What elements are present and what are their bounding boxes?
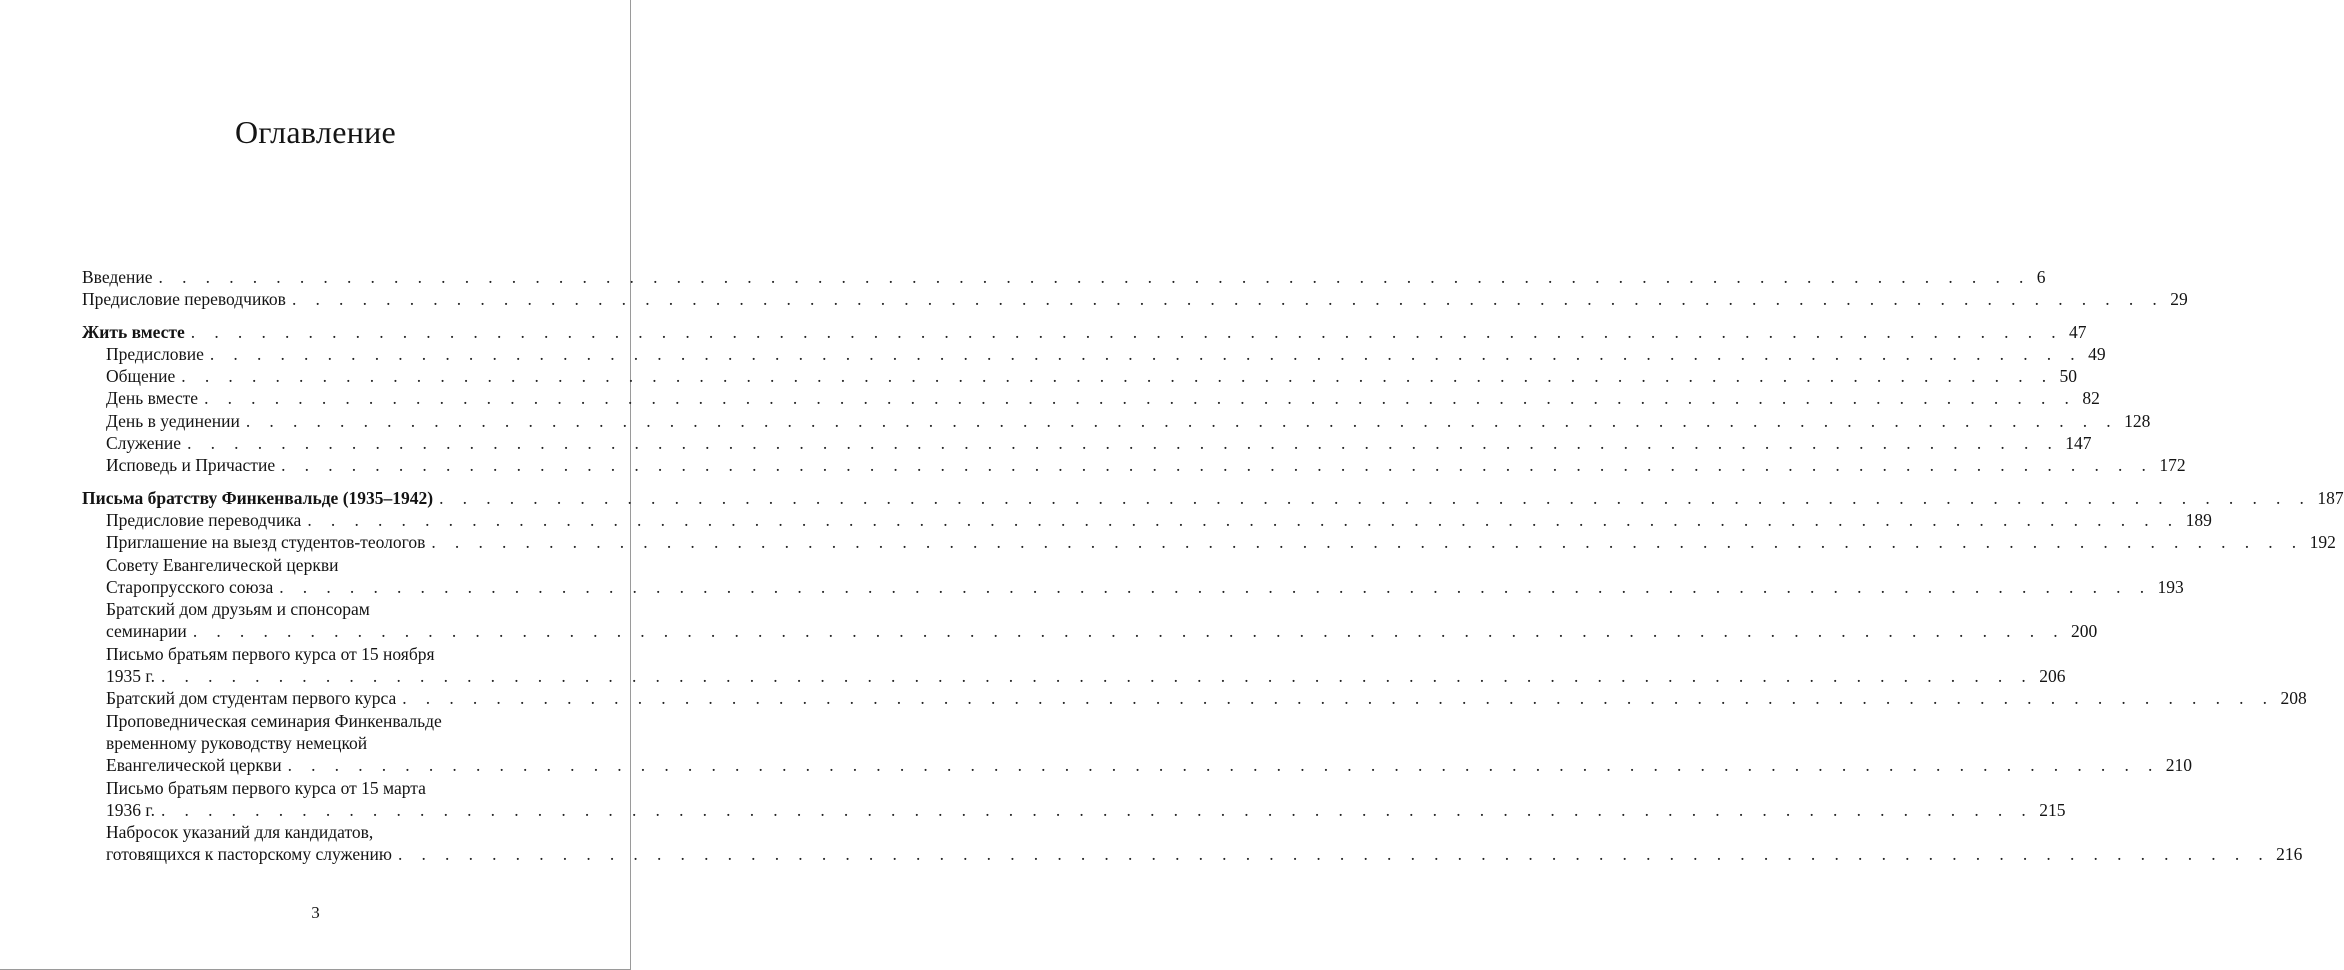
- toc-page-number: 50: [2059, 366, 2078, 387]
- toc-entry-title: семинарии: [106, 621, 187, 642]
- toc-entry: [82, 643, 2066, 688]
- dot-leader: . . . . . . . . . . . . . . . . . . . . . . . . . . . . . . . . . . . . . . . . . . . . . . . . . . . . . . . . . . . . . . . . . . . . . . . . . . . . . . . .: [160, 666, 2034, 687]
- toc-page-number: 208: [2280, 688, 2307, 709]
- toc-entry-line: [82, 288, 2188, 310]
- dot-leader: . . . . . . . . . . . . . . . . . . . . . . . . . . . . . . . . . . . . . . . . . . . . . . . . . . . . . . . . . . . . . . . . . . . . . . . . . . . . . . . .: [192, 621, 2066, 642]
- toc-entry-line: [106, 598, 549, 620]
- toc-entry: [82, 710, 2193, 777]
- dot-leader: . . . . . . . . . . . . . . . . . . . . . . . . . . . . . . . . . . . . . . . . . . . . . . . . . . . . . . . . . . . . . . . . . . . . . . . . . . . . . . . .: [209, 343, 2083, 364]
- toc-page-number: 128: [2124, 410, 2151, 431]
- toc-section-entry: [82, 321, 2087, 343]
- toc-page-number: 206: [2039, 666, 2066, 687]
- toc-entry: [82, 454, 2186, 476]
- toc-page-number: 210: [2165, 755, 2193, 776]
- dot-leader: . . . . . . . . . . . . . . . . . . . . . . . . . . . . . . . . . . . . . . . . . . . . . . . . . . . . . . . . . . . . . . . . . . . . . . . . . . . . . . . .: [281, 455, 2154, 476]
- toc-entry-title: Братский дом друзьям и спонсорам: [106, 599, 370, 620]
- toc-entry-line: [106, 531, 2336, 553]
- dot-leader: . . . . . . . . . . . . . . . . . . . . . . . . . . . . . . . . . . . . . . . . . . . . . . . . . . . . . . . . . . . . . . . . . . . . . . . . . . . . . . . .: [158, 267, 2031, 287]
- toc-entry: [82, 821, 2303, 866]
- toc-entry-title: Служение: [106, 433, 182, 454]
- dot-leader: . . . . . . . . . . . . . . . . . . . . . . . . . . . . . . . . . . . . . . . . . . . . . . . . . . . . . . . . . . . . . . . . . . . . . . . . . . . . . . . .: [190, 321, 2064, 342]
- toc-entry: [82, 387, 2100, 409]
- toc-entry-line: [106, 710, 549, 732]
- dot-leader: . . . . . . . . . . . . . . . . . . . . . . . . . . . . . . . . . . . . . . . . . . . . . . . . . . . . . . . . . . . . . . . . . . . . . . . . . . . . . . . .: [397, 844, 2271, 865]
- toc-entry-title: Письмо братьям первого курса от 15 марта: [106, 777, 426, 798]
- toc-page-number: 172: [2159, 455, 2186, 476]
- toc-entry-title: Братский дом студентам первого курса: [106, 688, 397, 709]
- toc-entry-line: [106, 454, 2186, 476]
- toc-entry-title: Исповедь и Причастие: [106, 455, 276, 476]
- toc-entry: [82, 432, 2092, 454]
- toc-page-number: 147: [2065, 433, 2092, 454]
- toc-entry-title: Письмо братьям первого курса от 15 ноября: [106, 643, 435, 664]
- dot-leader: . . . . . . . . . . . . . . . . . . . . . . . . . . . . . . . . . . . . . . . . . . . . . . . . . . . . . . . . . . . . . . . . . . . . . . . . . . . . . . . .: [439, 487, 2312, 508]
- toc-page-number: 216: [2276, 844, 2303, 865]
- toc-entry-title: Жить вместе: [82, 321, 185, 342]
- toc-entry-line: [106, 777, 549, 799]
- toc-entry: [82, 531, 2336, 553]
- toc-entry-line: [106, 387, 2100, 409]
- dot-leader: . . . . . . . . . . . . . . . . . . . . . . . . . . . . . . . . . . . . . . . . . . . . . . . . . . . . . . . . . . . . . . . . . . . . . . . . . . . . . . . .: [181, 366, 2054, 387]
- toc-entry-title: Проповедническая семинария Финкенвальде: [106, 710, 442, 731]
- page-number: 3: [311, 903, 320, 922]
- toc-entry-line: [106, 643, 549, 665]
- toc-entry-line: [106, 754, 2193, 776]
- dot-leader: . . . . . . . . . . . . . . . . . . . . . . . . . . . . . . . . . . . . . . . . . . . . . . . . . . . . . . . . . . . . . . . . . . . . . . . . . . . . . . . .: [402, 688, 2275, 709]
- toc-section-entry: [82, 487, 2344, 509]
- toc-entry-title: Набросок указаний для кандидатов,: [106, 822, 374, 843]
- toc-entry-line: [106, 554, 549, 576]
- toc-entry-title: Письма братству Финкенвальде (1935–1942): [82, 487, 434, 508]
- toc-entry-title: Евангелической церкви: [106, 755, 282, 776]
- toc-entry: [82, 598, 2098, 643]
- toc-entry-title: Совету Евангелической церкви: [106, 554, 339, 575]
- page-title: Оглавление: [234, 114, 397, 151]
- toc-page-number: 49: [2088, 343, 2106, 364]
- toc-page-number: 29: [2170, 289, 2188, 310]
- toc-entry-title: Введение: [82, 267, 153, 287]
- toc-entry-title: День вместе: [106, 388, 199, 409]
- toc-page-number: 215: [2039, 799, 2066, 820]
- toc-entry-title: Предисловие переводчиков: [82, 289, 286, 310]
- toc-entry-title: Приглашение на выезд студентов-теологов: [106, 532, 426, 553]
- toc-entry-line: [106, 432, 2092, 454]
- dot-leader: . . . . . . . . . . . . . . . . . . . . . . . . . . . . . . . . . . . . . . . . . . . . . . . . . . . . . . . . . . . . . . . . . . . . . . . . . . . . . . . .: [160, 799, 2034, 820]
- toc-entry: [82, 365, 2078, 387]
- toc-entry-line: [106, 687, 2307, 709]
- toc-page-number: 189: [2185, 509, 2212, 530]
- dot-leader: . . . . . . . . . . . . . . . . . . . . . . . . . . . . . . . . . . . . . . . . . . . . . . . . . . . . . . . . . . . . . . . . . . . . . . . . . . . . . . . .: [307, 509, 2180, 530]
- toc-entry: [82, 777, 2066, 822]
- toc-entry: [82, 288, 2188, 310]
- toc-page-number: 193: [2157, 576, 2184, 597]
- dot-leader: . . . . . . . . . . . . . . . . . . . . . . . . . . . . . . . . . . . . . . . . . . . . . . . . . . . . . . . . . . . . . . . . . . . . . . . . . . . . . . . .: [287, 755, 2160, 776]
- dot-leader: . . . . . . . . . . . . . . . . . . . . . . . . . . . . . . . . . . . . . . . . . . . . . . . . . . . . . . . . . . . . . . . . . . . . . . . . . . . . . . . .: [204, 388, 2077, 409]
- toc-entry: [82, 554, 2184, 599]
- dot-leader: . . . . . . . . . . . . . . . . . . . . . . . . . . . . . . . . . . . . . . . . . . . . . . . . . . . . . . . . . . . . . . . . . . . . . . . . . . . . . . . .: [279, 576, 2152, 597]
- toc-entry-line: [106, 365, 2078, 387]
- toc-entry: [82, 687, 2307, 709]
- toc-page-number: 192: [2309, 532, 2336, 553]
- toc-entry-title: Предисловие переводчика: [106, 509, 302, 530]
- dot-leader: . . . . . . . . . . . . . . . . . . . . . . . . . . . . . . . . . . . . . . . . . . . . . . . . . . . . . . . . . . . . . . . . . . . . . . . . . . . . . . . .: [431, 532, 2304, 553]
- toc-page-number: 200: [2071, 621, 2098, 642]
- toc-entry-line: [106, 843, 2303, 865]
- toc-page-number: 187: [2317, 487, 2344, 508]
- toc-entry-line: [106, 620, 2098, 642]
- toc-entry-title: Старопрусского союза: [106, 576, 274, 597]
- toc-entry-title: Предисловие: [106, 343, 204, 364]
- toc-entry: [82, 266, 2046, 288]
- toc-entry: [82, 410, 2151, 432]
- toc-entry: [82, 343, 2106, 365]
- table-of-contents: [82, 266, 2344, 866]
- toc-entry-title: Общение: [106, 366, 176, 387]
- toc-page-number: 47: [2069, 321, 2087, 342]
- toc-entry-line: [106, 410, 2151, 432]
- toc-entry-title: День в уединении: [106, 410, 240, 431]
- toc-entry-line: [106, 799, 2066, 821]
- toc-entry-title: 1936 г.: [106, 799, 155, 820]
- toc-entry-line: [82, 266, 2046, 288]
- dot-leader: . . . . . . . . . . . . . . . . . . . . . . . . . . . . . . . . . . . . . . . . . . . . . . . . . . . . . . . . . . . . . . . . . . . . . . . . . . . . . . . .: [187, 433, 2060, 454]
- toc-entry-line: [106, 343, 2106, 365]
- toc-entry-line: [106, 509, 2212, 531]
- toc-entry-line: [106, 732, 549, 754]
- toc-entry-line: [82, 487, 2344, 509]
- toc-page-number: 82: [2082, 388, 2100, 409]
- toc-entry: [82, 509, 2212, 531]
- toc-entry-line: [106, 576, 2184, 598]
- dot-leader: . . . . . . . . . . . . . . . . . . . . . . . . . . . . . . . . . . . . . . . . . . . . . . . . . . . . . . . . . . . . . . . . . . . . . . . . . . . . . . . .: [291, 289, 2165, 310]
- toc-page-number: 6: [2036, 267, 2046, 287]
- toc-entry-title: временному руководству немецкой: [106, 732, 368, 753]
- toc-entry-title: 1935 г.: [106, 666, 155, 687]
- dot-leader: . . . . . . . . . . . . . . . . . . . . . . . . . . . . . . . . . . . . . . . . . . . . . . . . . . . . . . . . . . . . . . . . . . . . . . . . . . . . . . . .: [245, 410, 2119, 431]
- toc-entry-title: готовящихся к пасторскому служению: [106, 844, 392, 865]
- toc-entry-line: [82, 321, 2087, 343]
- toc-entry-line: [106, 821, 549, 843]
- toc-entry-line: [106, 665, 2066, 687]
